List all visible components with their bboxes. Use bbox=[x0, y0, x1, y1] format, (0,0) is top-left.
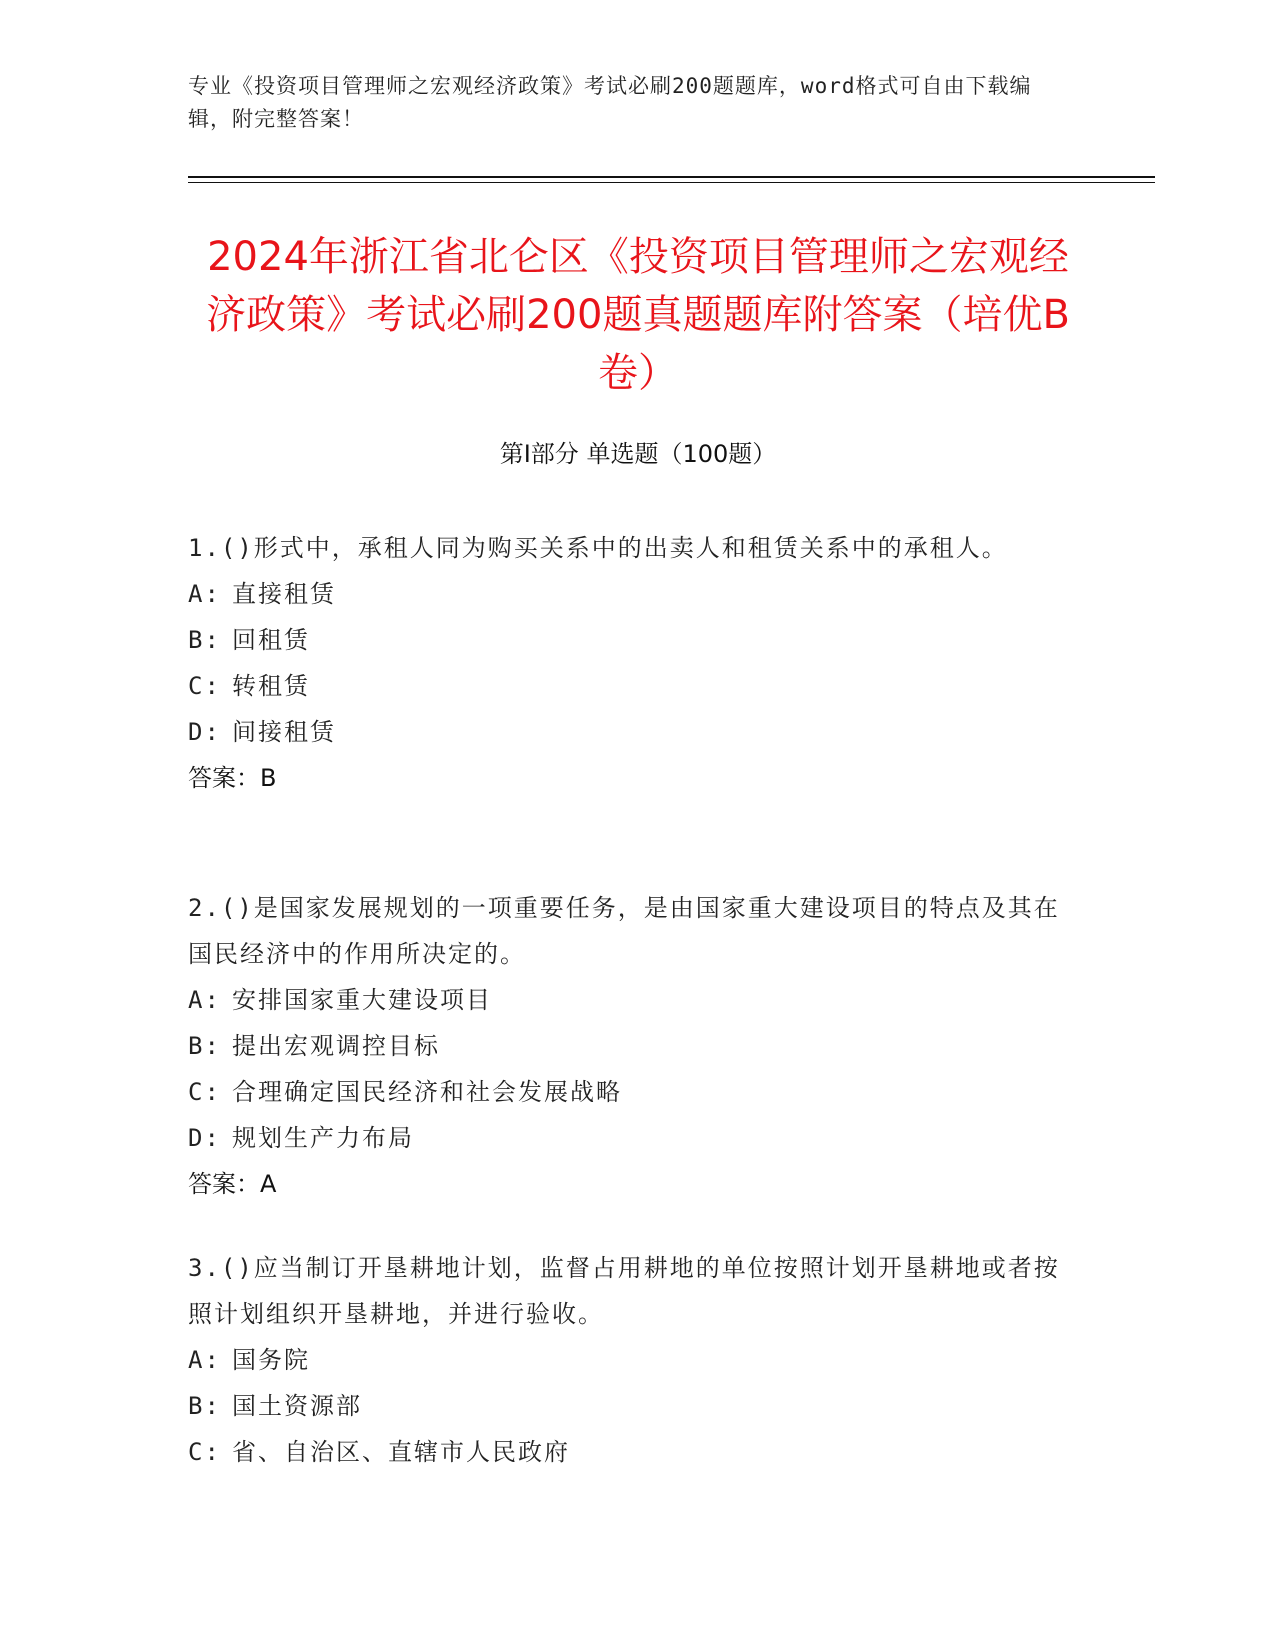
option-letter: A: bbox=[188, 1346, 221, 1374]
option-a bbox=[188, 571, 1068, 617]
section-title: 第Ⅰ部分 单选题（100题） bbox=[499, 440, 777, 468]
option-letter: C: bbox=[188, 672, 221, 700]
option-text: 国务院 bbox=[232, 1346, 310, 1374]
option-letter: B: bbox=[188, 1032, 221, 1060]
answer-line: 答案：B bbox=[188, 764, 277, 792]
option-c bbox=[188, 663, 1068, 709]
option-letter: A: bbox=[188, 580, 221, 608]
option-letter: B: bbox=[188, 1392, 221, 1420]
question-1 bbox=[188, 525, 1068, 801]
option-text: 省、自治区、直辖市人民政府 bbox=[232, 1438, 570, 1466]
header-divider-thick bbox=[188, 176, 1155, 178]
option-a bbox=[188, 977, 1068, 1023]
option-text: 安排国家重大建设项目 bbox=[232, 986, 492, 1014]
option-letter: D: bbox=[188, 718, 221, 746]
option-text: 转租赁 bbox=[232, 672, 310, 700]
question-stem: 3.()应当制订开垦耕地计划，监督占用耕地的单位按照计划开垦耕地或者按照计划组织开垦耕地，并进行验收。 bbox=[188, 1254, 1060, 1328]
option-text: 间接租赁 bbox=[232, 718, 336, 746]
question-2 bbox=[188, 885, 1068, 1207]
option-b bbox=[188, 1023, 1068, 1069]
option-letter: C: bbox=[188, 1438, 221, 1466]
option-c bbox=[188, 1429, 1068, 1475]
option-text: 直接租赁 bbox=[232, 580, 336, 608]
option-text: 规划生产力布局 bbox=[232, 1124, 414, 1152]
option-text: 合理确定国民经济和社会发展战略 bbox=[232, 1078, 622, 1106]
option-b bbox=[188, 1383, 1068, 1429]
option-d bbox=[188, 1115, 1068, 1161]
question-stem: 2.()是国家发展规划的一项重要任务，是由国家重大建设项目的特点及其在国民经济中的作用所决定的。 bbox=[188, 894, 1060, 968]
document-title: 2024年浙江省北仑区《投资项目管理师之宏观经济政策》考试必刷200题真题题库附答案（培优B卷） bbox=[206, 234, 1070, 396]
option-d bbox=[188, 709, 1068, 755]
option-letter: B: bbox=[188, 626, 221, 654]
option-letter: D: bbox=[188, 1124, 221, 1152]
option-a bbox=[188, 1337, 1068, 1383]
option-letter: C: bbox=[188, 1078, 221, 1106]
question-stem: 1.()形式中，承租人同为购买关系中的出卖人和租赁关系中的承租人。 bbox=[188, 534, 1008, 562]
answer-line: 答案：A bbox=[188, 1170, 277, 1198]
header-note: 专业《投资项目管理师之宏观经济政策》考试必刷200题题库，word格式可自由下载编辑，附完整答案！ bbox=[188, 74, 1032, 131]
option-text: 国土资源部 bbox=[232, 1392, 362, 1420]
option-b bbox=[188, 617, 1068, 663]
question-3 bbox=[188, 1245, 1068, 1475]
option-letter: A: bbox=[188, 986, 221, 1014]
option-c bbox=[188, 1069, 1068, 1115]
header-divider-thin bbox=[188, 182, 1155, 183]
option-text: 提出宏观调控目标 bbox=[232, 1032, 440, 1060]
option-text: 回租赁 bbox=[232, 626, 310, 654]
